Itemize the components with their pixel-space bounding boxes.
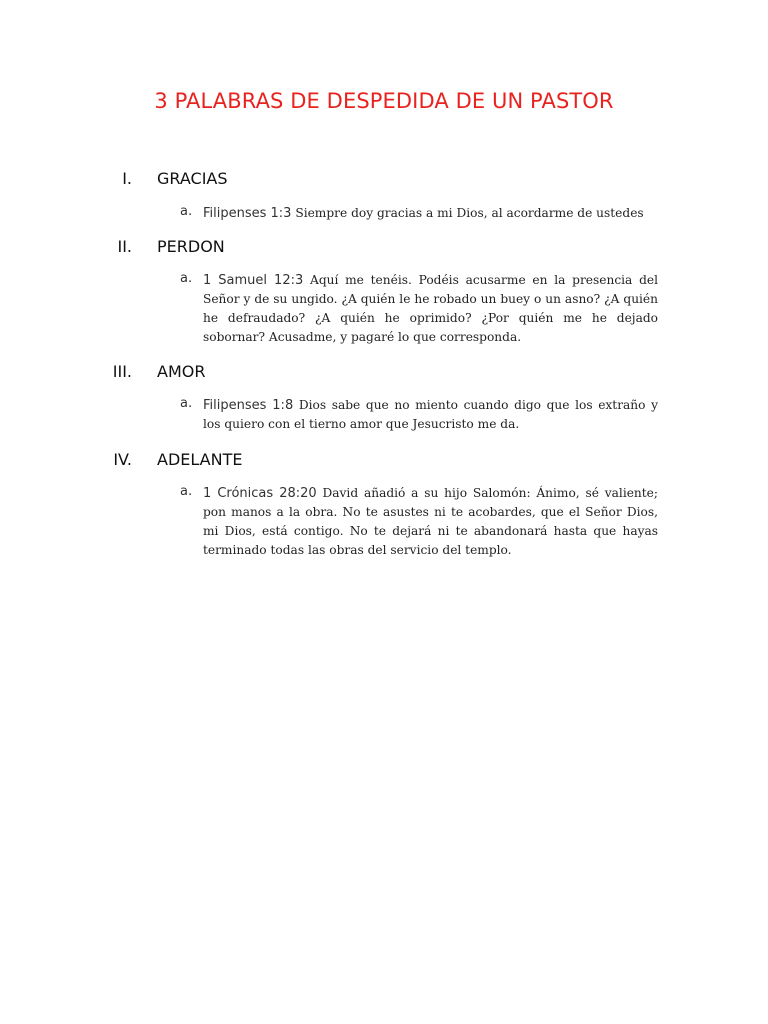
item-marker: a.	[180, 484, 193, 499]
section-heading: ADELANTE	[157, 450, 243, 469]
item-text	[203, 271, 658, 347]
item-marker: a.	[180, 271, 193, 286]
item-marker: a.	[180, 204, 193, 219]
verse-text: Aquí me tenéis. Podéis acusarme en la presencia del Señor y de su ungido. ¿A quién le he robado un buey o un asno? ¿A quién he defraudado? ¿A quién he oprimido? ¿Por quién me he dejado sobornar? Acusadme, y pagaré lo que corresponda.	[203, 273, 658, 344]
item-text	[203, 204, 658, 223]
bible-reference: Filipenses 1:3	[203, 206, 292, 221]
section-heading: AMOR	[157, 362, 206, 381]
section-numeral: I.	[122, 169, 132, 188]
verse-text: Dios sabe que no miento cuando digo que los extraño y los quiero con el tierno amor que Jesucristo me da.	[203, 398, 658, 431]
item-text	[203, 396, 658, 434]
document-title: 3 PALABRAS DE DESPEDIDA DE UN PASTOR	[154, 89, 614, 113]
bible-reference: 1 Samuel 12:3	[203, 273, 304, 288]
bible-reference: Filipenses 1:8	[203, 398, 294, 413]
verse-text: David añadió a su hijo Salomón: Ánimo, sé valiente; pon manos a la obra. No te asustes ni te acobardes, que el Señor Dios, mi Dios, está contigo. No te dejará ni te abandonará hasta que hayas terminado todas las obras del servicio del templo.	[203, 486, 658, 557]
item-text	[203, 484, 658, 560]
section-heading: PERDON	[157, 237, 225, 256]
section-heading: GRACIAS	[157, 169, 228, 188]
verse-text: Siempre doy gracias a mi Dios, al acordarme de ustedes	[291, 206, 644, 220]
section-numeral: IV.	[113, 450, 132, 469]
section-numeral: III.	[112, 362, 132, 381]
bible-reference: 1 Crónicas 28:20	[203, 486, 317, 501]
item-marker: a.	[180, 396, 193, 411]
section-numeral: II.	[117, 237, 132, 256]
